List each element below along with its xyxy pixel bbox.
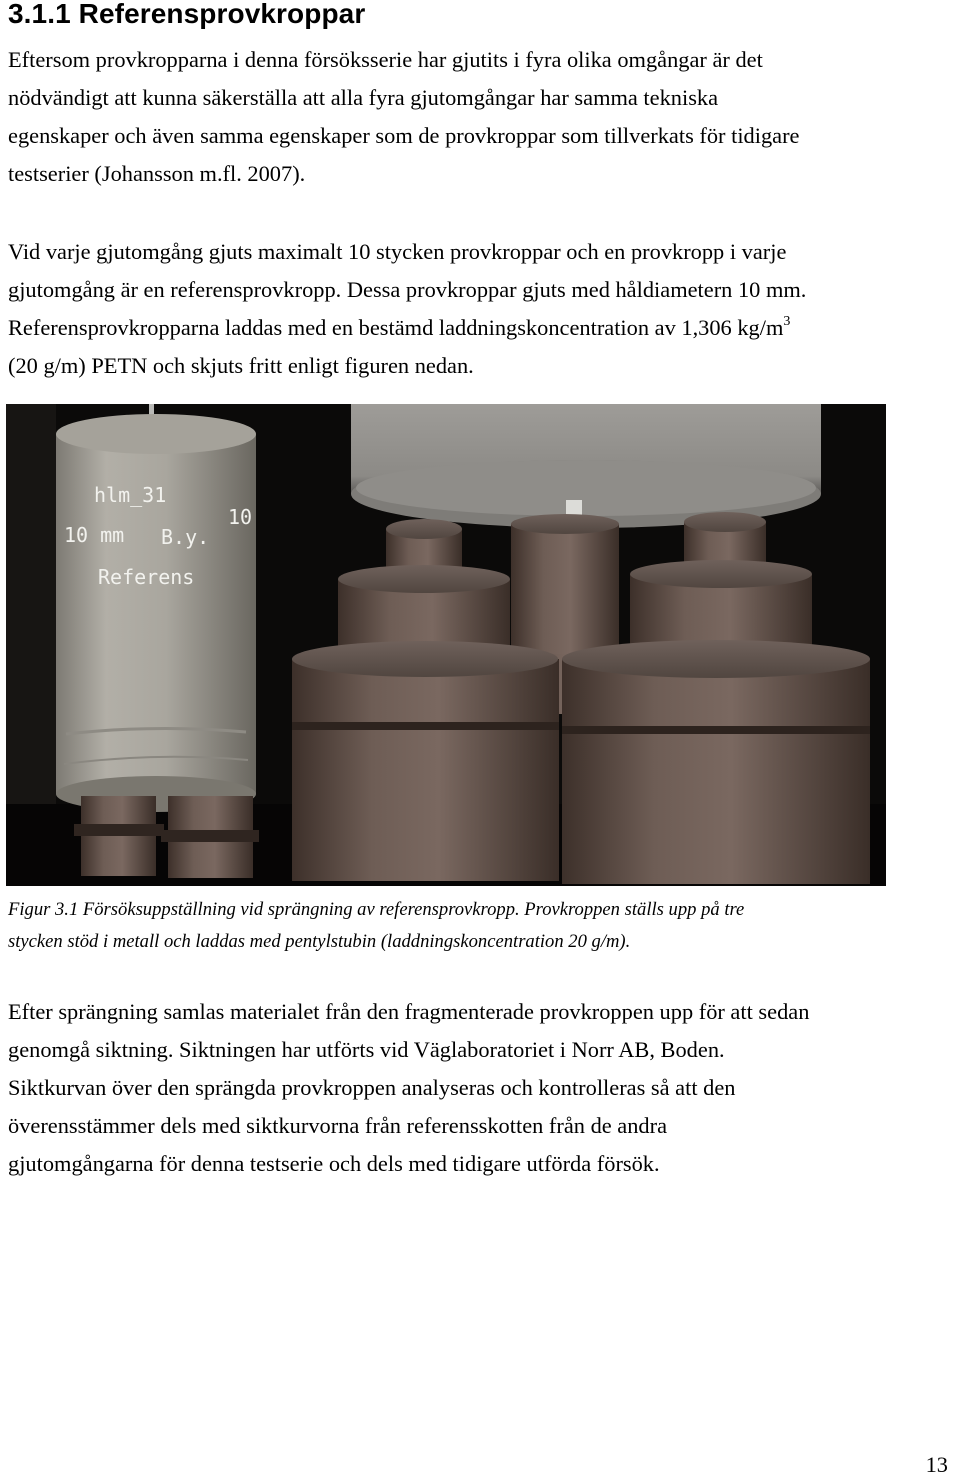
text-line: överensstämmer dels med siktkurvorna från referensskotten från de andra [8, 1113, 668, 1138]
figure-photo [6, 404, 886, 886]
text-line: testserier (Johansson m.fl. 2007). [8, 161, 306, 186]
handwriting-hole-diameter: 10 mm [64, 523, 125, 547]
text-line: gjutomgångarna för denna testserie och dels med tidigare utförda försök. [8, 1151, 660, 1176]
handwriting-referens: Referens [98, 565, 195, 589]
text-line: Eftersom provkropparna i denna försöksserie har gjutits i fyra olika omgångar är det [8, 47, 763, 72]
test-setup-photo [6, 404, 886, 886]
text-line: genomgå siktning. Siktningen har utförts vid Väglaboratoriet i Norr AB, Boden. [8, 1037, 725, 1062]
handwriting-by: B.y. [161, 525, 210, 549]
text-line: Efter sprängning samlas materialet från den fragmenterade provkroppen upp för att sedan [8, 999, 810, 1024]
page-number: 13 [925, 1452, 948, 1477]
text-line: (20 g/m) PETN och skjuts fritt enligt figuren nedan. [8, 353, 474, 378]
text-line: nödvändigt att kunna säkerställa att alla fyra gjutomgångar har samma tekniska [8, 85, 719, 110]
superscript: 3 [783, 314, 791, 329]
text-line: gjutomgång är en referensprovkropp. Dessa provkroppar gjuts med håldiametern 10 mm. [8, 277, 807, 302]
paragraph-4 [8, 993, 958, 1183]
caption-line: Figur 3.1 Försöksuppställning vid sprängning av referensprovkropp. Provkroppen ställs upp på tre [8, 899, 745, 920]
handwriting-ten: 10 [228, 505, 253, 529]
caption-line: stycken stöd i metall och laddas med pentylstubin (laddningskoncentration 20 g/m). [8, 931, 631, 952]
text-line [8, 309, 958, 347]
text-line: Siktkurvan över den sprängda provkroppen analyseras och kontrolleras så att den [8, 1075, 736, 1100]
section-heading: 3.1.1 Referensprovkroppar [8, 0, 366, 29]
paragraph-2 [8, 233, 958, 385]
text-line: egenskaper och även samma egenskaper som de provkroppar som tillverkats för tidigare [8, 123, 800, 148]
handwriting-hlm: hlm_31 [94, 483, 167, 507]
figure-caption [8, 894, 958, 958]
paragraph-1 [8, 41, 958, 193]
text-segment: Referensprovkropparna laddas med en bestämd laddningskoncentration av 1,306 kg/m [8, 315, 784, 340]
text-line: Vid varje gjutomgång gjuts maximalt 10 stycken provkroppar och en provkropp i varje [8, 239, 787, 264]
